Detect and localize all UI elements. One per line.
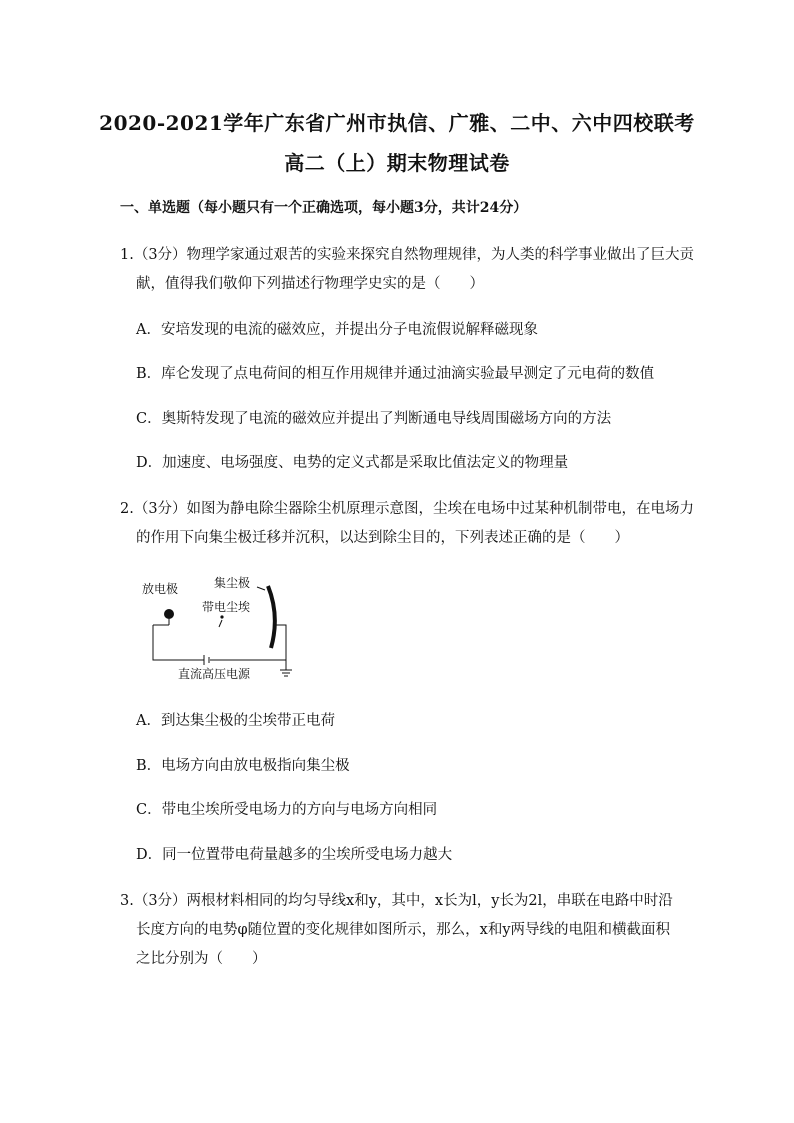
collector-leader-line bbox=[257, 587, 265, 590]
question-2-stem-line2: 的作用下向集尘极迁移并沉积，以达到除尘目的，下列表述正确的是（ ） bbox=[136, 530, 629, 546]
collector-electrode-plate bbox=[268, 586, 275, 648]
question-2-option-d: D．同一位置带电荷量越多的尘埃所受电场力越大 bbox=[136, 847, 453, 863]
question-2-option-c: C．带电尘埃所受电场力的方向与电场方向相同 bbox=[136, 802, 438, 818]
label-collector-electrode: 集尘极 bbox=[214, 576, 251, 590]
question-1-option-a: A．安培发现的电流的磁效应，并提出分子电流假说解释磁现象 bbox=[136, 322, 538, 338]
paper-title-line2: 高二（上）期末物理试卷 bbox=[284, 151, 510, 175]
question-2-option-b: B．电场方向由放电极指向集尘极 bbox=[136, 758, 350, 774]
dust-leader-line bbox=[219, 620, 222, 627]
electrostatic-precipitator-figure bbox=[132, 570, 302, 685]
section-heading: 一、单选题（每小题只有一个正确选项，每小题3分，共计24分） bbox=[120, 200, 528, 216]
discharge-electrode-dot bbox=[164, 609, 174, 619]
question-3-stem-line1: 3.（3分）两根材料相同的均匀导线x和y，其中，x长为l，y长为2l，串联在电路中时沿 bbox=[120, 893, 673, 909]
question-2-option-a: A．到达集尘极的尘埃带正电荷 bbox=[136, 713, 335, 729]
dust-particle bbox=[220, 615, 223, 618]
label-charged-dust: 带电尘埃 bbox=[202, 600, 251, 614]
question-1-option-d: D．加速度、电场强度、电势的定义式都是采取比值法定义的物理量 bbox=[136, 455, 569, 471]
question-3-stem-line2: 长度方向的电势φ随位置的变化规律如图所示，那么，x和y两导线的电阻和横截面积 bbox=[136, 922, 671, 938]
question-1-stem-line1: 1.（3分）物理学家通过艰苦的实验来探究自然物理规律，为人类的科学事业做出了巨大贡 bbox=[120, 247, 695, 263]
question-3-stem-line3: 之比分别为（ ） bbox=[136, 951, 267, 967]
question-2-stem-line1: 2.（3分）如图为静电除尘器除尘机原理示意图，尘埃在电场中过某种机制带电，在电场力 bbox=[120, 501, 695, 517]
label-dc-power-supply: 直流高压电源 bbox=[178, 667, 251, 681]
paper-title-line1: 2020-2021学年广东省广州市执信、广雅、二中、六中四校联考 bbox=[99, 111, 695, 135]
circuit-wire bbox=[153, 625, 286, 660]
label-discharge-electrode: 放电极 bbox=[142, 582, 179, 596]
question-1-option-b: B．库仑发现了点电荷间的相互作用规律并通过油滴实验最早测定了元电荷的数值 bbox=[136, 366, 655, 382]
question-1-option-c: C．奥斯特发现了电流的磁效应并提出了判断通电导线周围磁场方向的方法 bbox=[136, 411, 612, 427]
question-1-stem-line2: 献，值得我们敬仰下列描述行物理学史实的是（ ） bbox=[136, 276, 484, 292]
